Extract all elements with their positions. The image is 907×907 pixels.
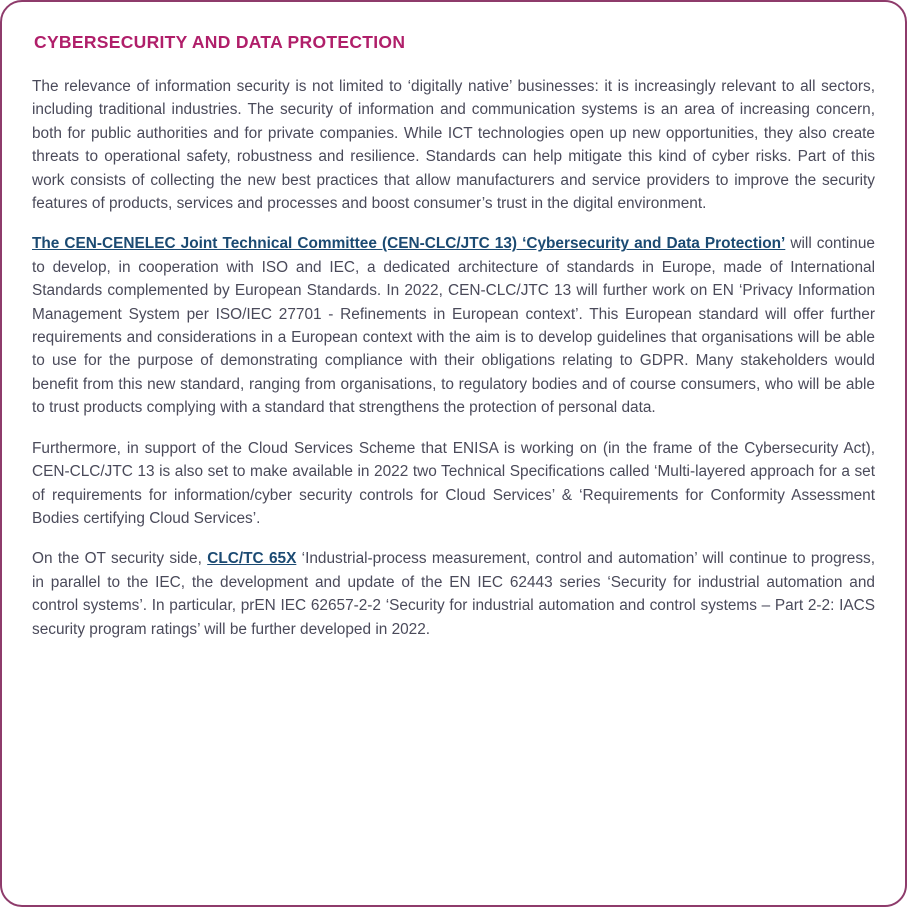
page-title: CYBERSECURITY AND DATA PROTECTION: [34, 32, 406, 52]
paragraph-jtc13-text: will continue to develop, in cooperation with ISO and IEC, a dedicated architecture of standards in Europe, made of International Standards complemented by European Standards. In 2022, CEN-CLC/JTC 13 will further work on EN ‘Privacy Information Management System per ISO/IEC 27701 - Refinements in European context’. This European standard will offer further requirements and considerations in a European context with the aim is to develop guidelines that organisations will be able to use for the purpose of demonstrating compliance with their obligations relating to GDPR. Many stakeholders would benefit from this new standard, ranging from organisations, to regulatory bodies and of course consumers, who will be able to trust products complying with a standard that strengthens the protection of personal data.: [32, 235, 875, 417]
paragraph-ot-security-text: ‘Industrial-process measurement, control and automation’ will continue to progress, in parallel to the IEC, the development and update of the EN IEC 62443 series ‘Security for industrial automation and control systems’. In particular, prEN IEC 62657-2-2 ‘Security for industrial automation and control systems – Part 2-2: IACS security program ratings’ will be further developed in 2022.: [32, 550, 875, 638]
paragraph-jtc13: [32, 232, 875, 419]
paragraph-intro: The relevance of information security is not limited to ‘digitally native’ businesses: it is increasingly relevant to all sectors, including traditional industries. The security of information and communication systems is an area of increasing concern, both for public authorities and for private companies. While ICT technologies open up new opportunities, they also create threats to operational safety, robustness and resilience. Standards can help mitigate this kind of cyber risks. Part of this work consists of collecting the new best practices that allow manufacturers and service providers to improve the security features of products, services and processes and boost consumer’s trust in the digital environment.: [32, 78, 875, 213]
paragraph-cloud-services: Furthermore, in support of the Cloud Services Scheme that ENISA is working on (in the frame of the Cybersecurity Act), CEN-CLC/JTC 13 is also set to make available in 2022 two Technical Specifications called ‘Multi-layered approach for a set of requirements for information/cyber security controls for Cloud Services’ & ‘Requirements for Conformity Assessment Bodies certifying Cloud Services’.: [32, 439, 875, 527]
link-cen-clc-jtc13[interactable]: The CEN-CENELEC Joint Technical Committee (CEN-CLC/JTC 13) ‘Cybersecurity and Data Protection’: [32, 235, 786, 253]
link-clc-tc-65x[interactable]: CLC/TC 65X: [207, 550, 297, 568]
paragraph-ot-security-lead: On the OT security side,: [32, 550, 208, 568]
paragraph-ot-security: [32, 547, 875, 641]
